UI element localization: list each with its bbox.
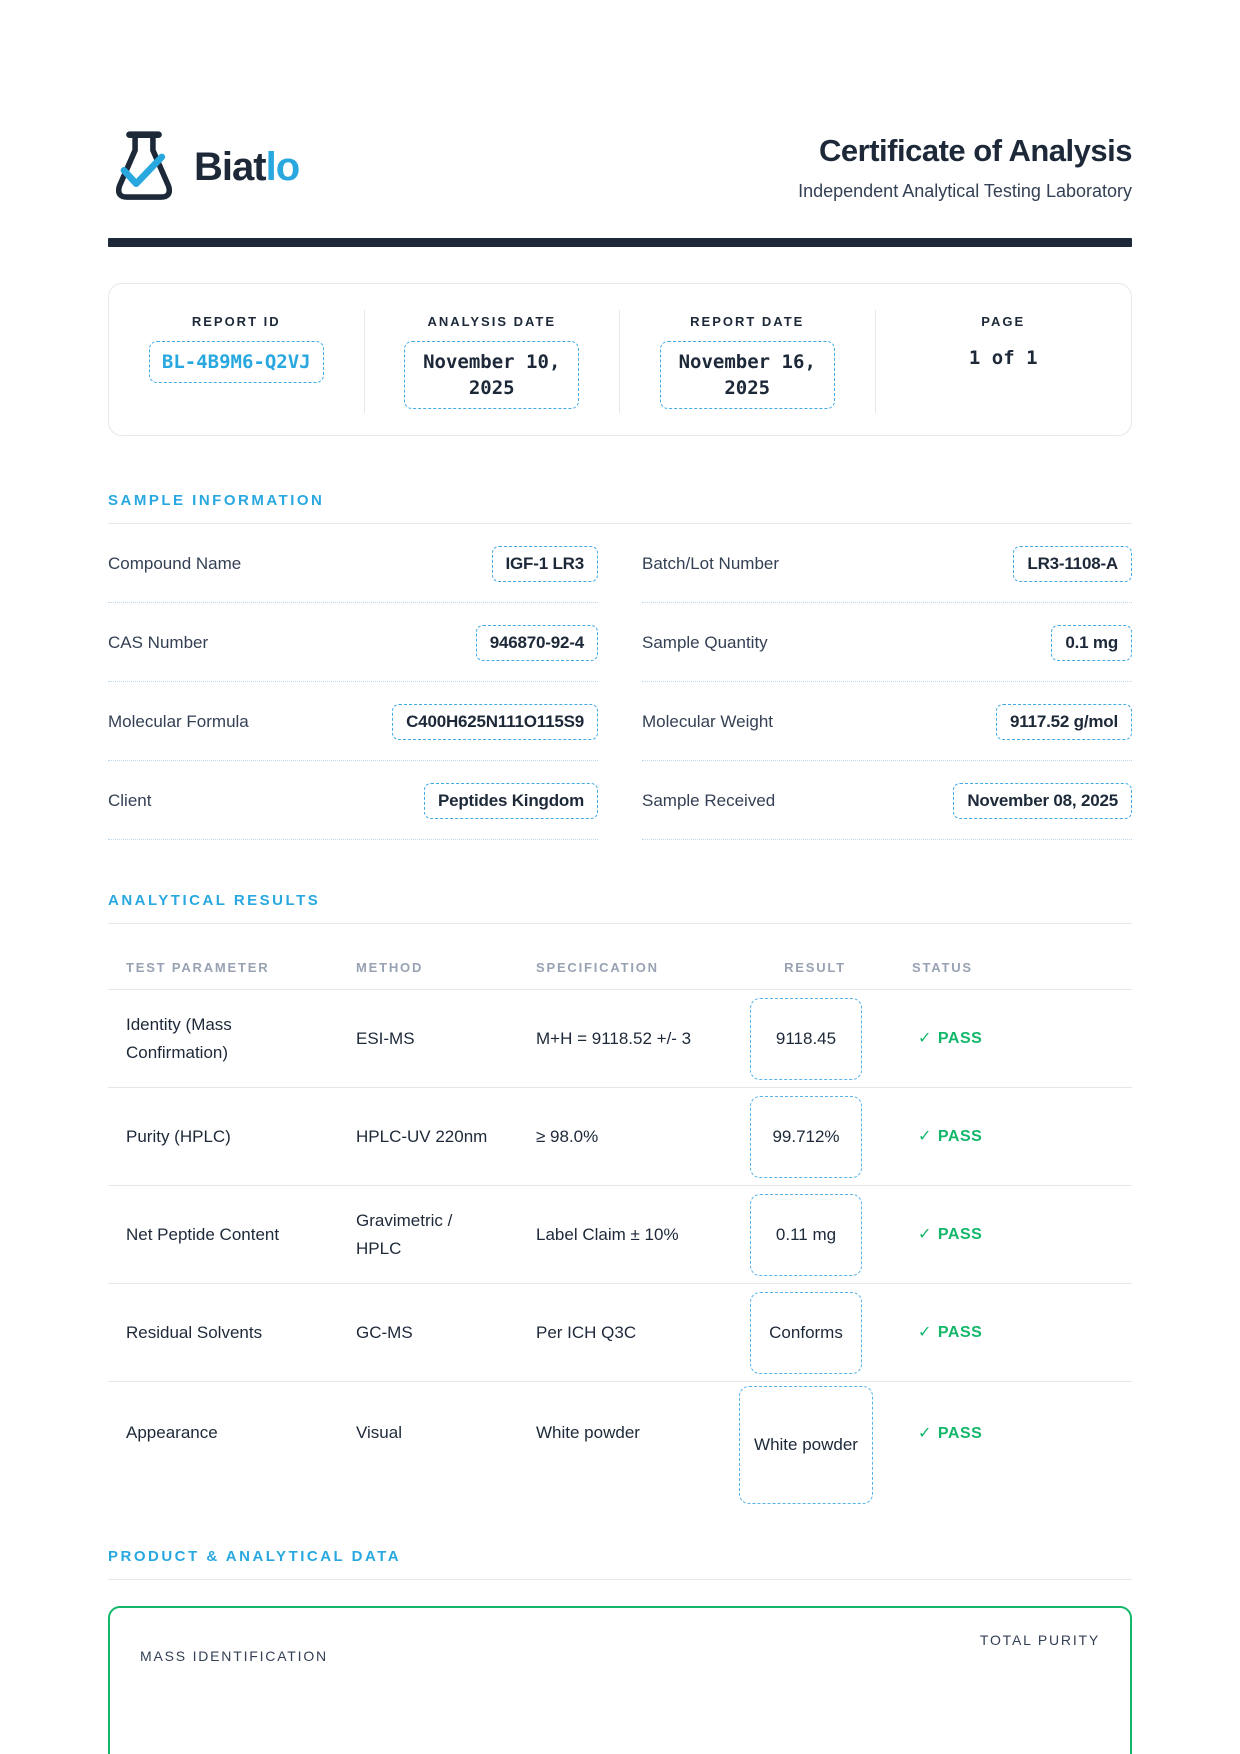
result-cell	[720, 1112, 892, 1162]
section-divider	[108, 923, 1132, 924]
status-cell	[894, 1419, 1132, 1448]
sample-row-sample-received	[642, 761, 1132, 840]
sample-information-heading: SAMPLE INFORMATION	[108, 492, 325, 509]
table-row-net-peptide-content	[108, 1185, 1132, 1283]
total-purity-label: TOTAL PURITY	[979, 1632, 1100, 1648]
report-date-field[interactable]: November 16, 2025	[660, 341, 835, 409]
field-label: Molecular Weight	[642, 712, 774, 731]
status-badge	[918, 1324, 982, 1341]
column-header-result: RESULT	[784, 960, 846, 975]
brand-name-primary: Biat	[194, 144, 266, 189]
brand-name-secondary: lo	[265, 144, 300, 189]
result-cell	[720, 1308, 892, 1358]
compound-name-field[interactable]: IGF-1 LR3	[492, 546, 599, 582]
test-parameter: Purity (HPLC)	[126, 1126, 231, 1146]
sample-received-field[interactable]: November 08, 2025	[953, 783, 1132, 819]
brand-name	[194, 145, 299, 190]
check-icon: ✓	[918, 1030, 932, 1047]
sample-info-grid	[108, 524, 1132, 840]
sample-row-client	[108, 761, 598, 840]
page-number: 1 of 1	[968, 347, 1038, 369]
purity-result-field[interactable]: 99.712%	[750, 1096, 862, 1178]
table-row-residual-solvents	[108, 1283, 1132, 1381]
report-meta-card	[108, 283, 1132, 436]
field-label: Compound Name	[108, 554, 242, 573]
product-data-panel	[108, 1606, 1132, 1754]
analytical-results-section	[108, 892, 1132, 1484]
meta-analysis-date	[365, 310, 621, 413]
method: GC-MS	[356, 1322, 413, 1342]
status-label: PASS	[937, 1424, 983, 1442]
status-badge	[918, 1226, 982, 1243]
batch-lot-field[interactable]: LR3-1108-A	[1013, 546, 1132, 582]
meta-label: PAGE	[981, 314, 1026, 329]
analysis-date-field[interactable]: November 10, 2025	[404, 341, 579, 409]
document-title: Certificate of Analysis	[819, 132, 1132, 168]
status-badge	[918, 1128, 982, 1145]
sample-row-sample-quantity	[642, 603, 1132, 682]
sample-info-left-column	[108, 524, 598, 840]
sample-information-section	[108, 492, 1132, 840]
field-label: Sample Quantity	[642, 633, 768, 652]
header-divider	[108, 238, 1132, 247]
specification: Per ICH Q3C	[536, 1322, 637, 1342]
method: ESI-MS	[356, 1028, 415, 1048]
analytical-results-heading: ANALYTICAL RESULTS	[108, 892, 321, 909]
molecular-formula-field[interactable]: C400H625N111O115S9	[392, 704, 598, 740]
document-title-block	[798, 133, 1132, 202]
field-label: Sample Received	[642, 791, 776, 810]
sample-info-right-column	[642, 524, 1132, 840]
result-cell	[720, 1402, 892, 1464]
net-peptide-result-field[interactable]: 0.11 mg	[750, 1194, 862, 1276]
column-header-test-parameter: TEST PARAMETER	[126, 960, 270, 975]
status-label: PASS	[937, 1324, 983, 1341]
meta-report-date	[620, 310, 876, 413]
mass-identification-label: MASS IDENTIFICATION	[140, 1648, 328, 1664]
method: Visual	[356, 1423, 402, 1442]
meta-report-id	[109, 310, 365, 413]
sample-row-molecular-formula	[108, 682, 598, 761]
specification: Label Claim ± 10%	[536, 1224, 679, 1244]
meta-label: REPORT DATE	[690, 314, 805, 329]
column-header-specification: SPECIFICATION	[536, 960, 659, 975]
status-badge	[918, 1425, 982, 1442]
section-divider	[108, 1579, 1132, 1580]
status-cell	[894, 1024, 1132, 1053]
product-analytical-data-section	[108, 1548, 1132, 1754]
method: Gravimetric / HPLC	[356, 1210, 453, 1258]
status-label: PASS	[937, 1030, 983, 1047]
column-header-status: STATUS	[912, 960, 973, 975]
test-parameter: Residual Solvents	[126, 1322, 263, 1342]
table-row-appearance	[108, 1381, 1132, 1484]
sample-row-compound-name	[108, 524, 598, 603]
test-parameter: Net Peptide Content	[126, 1224, 280, 1244]
table-row-identity	[108, 989, 1132, 1087]
test-parameter: Identity (Mass Confirmation)	[126, 1014, 232, 1062]
status-cell	[894, 1122, 1132, 1151]
product-data-heading: PRODUCT & ANALYTICAL DATA	[108, 1548, 402, 1565]
test-parameter: Appearance	[126, 1423, 218, 1442]
status-badge	[918, 1030, 982, 1047]
result-cell	[720, 1014, 892, 1064]
field-label: Batch/Lot Number	[642, 554, 780, 573]
status-label: PASS	[937, 1226, 983, 1243]
molecular-weight-field[interactable]: 9117.52 g/mol	[996, 704, 1132, 740]
header	[108, 0, 1132, 206]
appearance-result-field[interactable]: White powder	[739, 1386, 873, 1504]
meta-label: REPORT ID	[191, 314, 281, 329]
check-icon: ✓	[918, 1128, 932, 1145]
sample-row-cas-number	[108, 603, 598, 682]
specification: White powder	[536, 1423, 640, 1442]
sample-row-molecular-weight	[642, 682, 1132, 761]
field-label: CAS Number	[108, 633, 209, 652]
specification: ≥ 98.0%	[536, 1126, 599, 1146]
column-header-method: METHOD	[356, 960, 424, 975]
check-icon: ✓	[918, 1424, 932, 1442]
check-icon: ✓	[918, 1226, 932, 1243]
results-table	[108, 934, 1132, 1484]
field-label: Client	[108, 791, 152, 810]
document-subtitle: Independent Analytical Testing Laboratory	[798, 180, 1132, 201]
brand-logo	[108, 128, 299, 206]
status-cell	[894, 1318, 1132, 1347]
sample-quantity-field[interactable]: 0.1 mg	[1051, 625, 1132, 661]
meta-page	[876, 310, 1132, 413]
specification: M+H = 9118.52 +/- 3	[536, 1028, 692, 1048]
table-row-purity	[108, 1087, 1132, 1185]
meta-label: ANALYSIS DATE	[427, 314, 557, 329]
status-cell	[894, 1220, 1132, 1249]
field-label: Molecular Formula	[108, 712, 249, 731]
residual-solvents-result-field[interactable]: Conforms	[750, 1292, 862, 1374]
cas-number-field[interactable]: 946870-92-4	[476, 625, 598, 661]
results-table-header	[108, 934, 1132, 989]
status-label: PASS	[937, 1128, 983, 1145]
method: HPLC-UV 220nm	[356, 1126, 488, 1146]
identity-result-field[interactable]: 9118.45	[750, 998, 862, 1080]
sample-row-batch-lot	[642, 524, 1132, 603]
report-id-field[interactable]: BL-4B9M6-Q2VJ	[149, 341, 324, 383]
client-field[interactable]: Peptides Kingdom	[424, 783, 598, 819]
flask-check-icon	[108, 128, 180, 206]
check-icon: ✓	[918, 1324, 932, 1341]
result-cell	[720, 1210, 892, 1260]
